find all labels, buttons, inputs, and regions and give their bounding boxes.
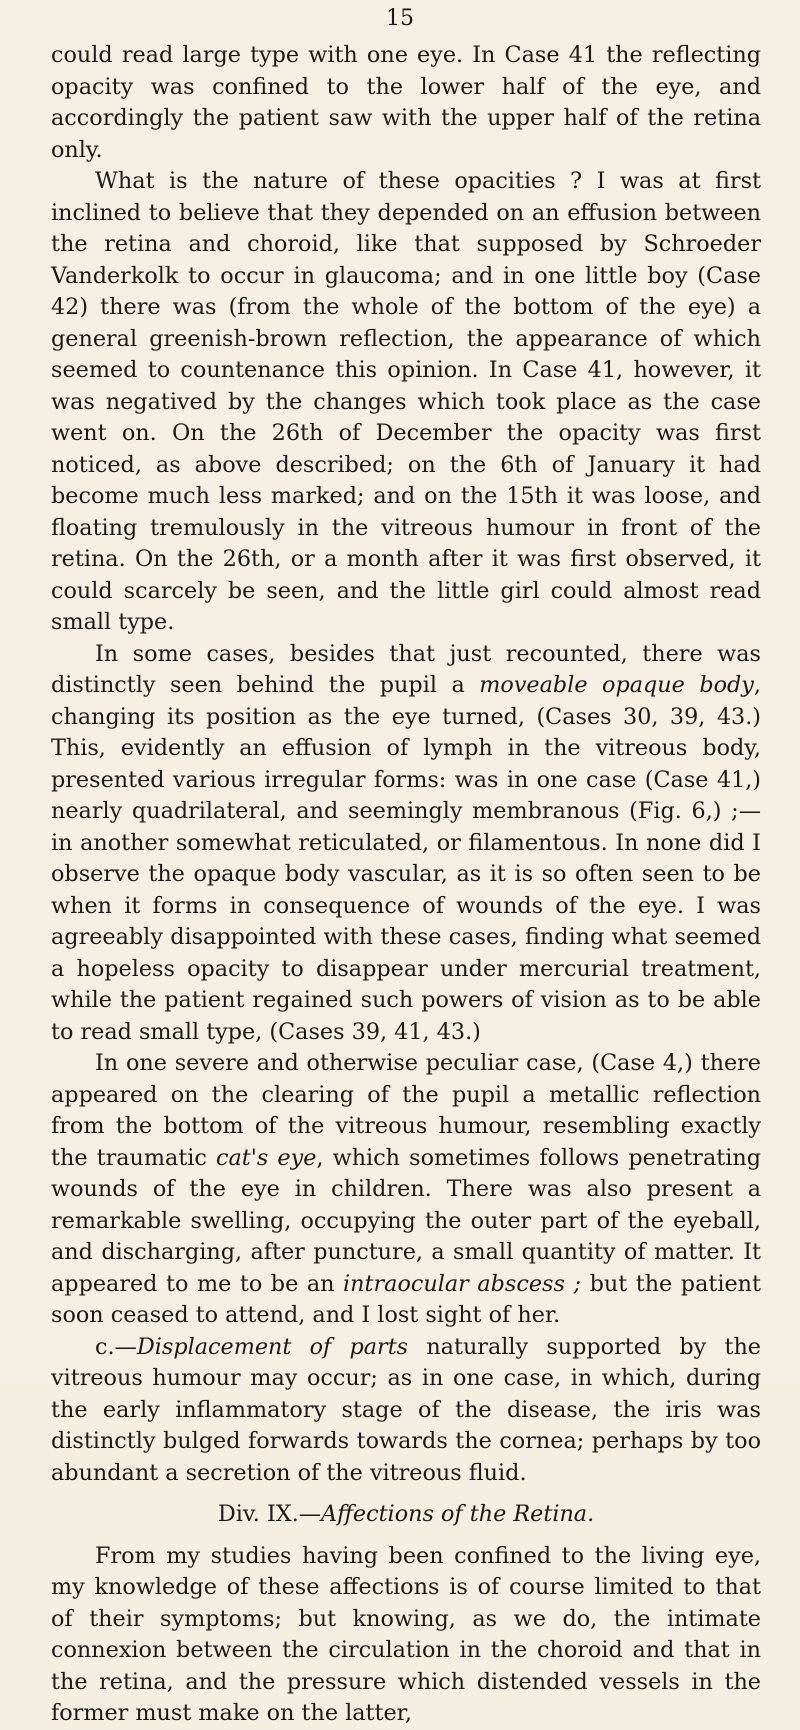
section-heading xyxy=(51,1499,761,1531)
italic-term: intraocular abscess ; xyxy=(343,1270,582,1297)
text-run: In some cases, besides that just recounted, there was distinctly seen behind the pupil a xyxy=(51,640,761,698)
heading-title: Affections of the Retina. xyxy=(321,1501,595,1527)
body-text xyxy=(51,40,761,1730)
text-run: but the patient soon ceased to attend, and I lost sight of her. xyxy=(51,1270,761,1328)
heading-prefix: Div. IX.— xyxy=(217,1501,322,1527)
italic-term: moveable opaque body xyxy=(479,672,754,698)
paragraph-opacities: What is the nature of these opacities ? I was at first inclined to believe that they depended on an effusion between the retina and choroid, like that supposed by Schroeder Vanderkolk to occur in glaucoma; and in one little boy (Case 42) there was (from the whole of the bottom of the eye) a general greenish-brown reflection, the appearance of which seemed to countenance this opinion. In Case 41, however, it was negatived by the changes which took place as the case went on. On the 26th of December the opacity was first noticed, as above described; on the 6th of January it had become much less marked; and on the 15th it was loose, and floating tremulously in the vitreous humour in front of the retina. On the 26th, or a month after it was first observed, it could scarcely be seen, and the little girl could almost read small type. xyxy=(51,168,761,635)
text-run: , changing its position as the eye turned, (Cases 30, 39, 43.) This, evidently an effusion of lymph in the vitreous body, presented various irregular forms: was in one case (Case 41,) nearly quadrilateral, and seemingly membranous (Fig. 6,) ;—in another somewhat reticulated, or filamentous. In none did I observe the opaque body vascular, as it is so often seen to be when it forms in consequence of wounds of the eye. I was agreeably disappointed with these cases, finding what seemed a hopeless opacity to disappear under mercurial treatment, while the patient regained such powers of vision as to be able to read small type, (Cases 39, 41, 43.) xyxy=(51,672,762,1045)
paragraph-continuation: could read large type with one eye. In Case 41 the reflecting opacity was confined to the lower half of the eye, and accordingly the patient saw with the upper half of the retina only. xyxy=(51,42,761,163)
page-number: 15 xyxy=(386,6,414,31)
text-run: , which sometimes follows penetrating wounds of the eye in children. There was also present a remarkable swelling, occupying the outer part of the eyeball, and discharging, after puncture, a small quantity of matter. It appeared to me to be an xyxy=(51,1144,761,1297)
paragraph-metallic-reflection xyxy=(51,1048,761,1332)
subsection-label: c.— xyxy=(95,1333,137,1360)
italic-term: cat's eye xyxy=(216,1144,317,1171)
paragraph-moveable-body xyxy=(51,639,761,1049)
paragraph-retina: From my studies having been confined to the living eye, my knowledge of these affections is of course limited to that of their symptoms; but knowing, as we do, the intimate connexion between the circulation in the choroid and that in the retina, and the pressure which distended vessels in the former must make on the latter, xyxy=(51,1542,761,1726)
text-run: In one severe and otherwise peculiar case, (Case 4,) there appeared on the clearing of the pupil a metallic reflection from the bottom of the vitreous humour, resembling exactly the traumatic xyxy=(51,1050,761,1171)
text-run: naturally supported by the vitreous humour may occur; as in one case, in which, during the early inflammatory stage of the disease, the iris was distinctly bulged forwards towards the cornea; perhaps by too abundant a secretion of the vitreous fluid. xyxy=(51,1333,761,1486)
paragraph-displacement xyxy=(51,1332,761,1490)
italic-term: Displacement of parts xyxy=(136,1333,409,1360)
